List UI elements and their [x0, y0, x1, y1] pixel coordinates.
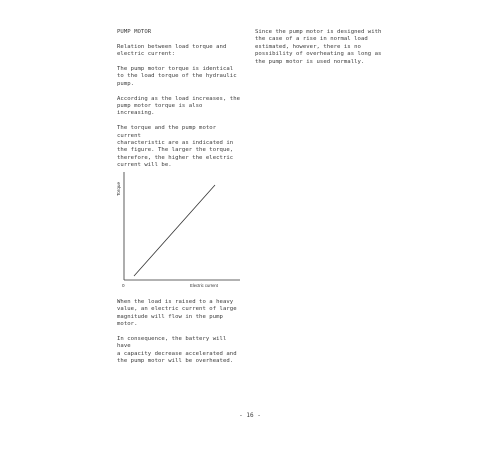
left-column-continued — [117, 299, 241, 373]
paragraph-heavy-load: When the load is raised to a heavy value, an electric current of large magnitude will flow in the pump motor. — [117, 299, 237, 328]
paragraph-characteristic: The torque and the pump motor current characteristic are as indicated in the figure. The larger the torque, therefore, the higher the electric current will be. — [117, 125, 234, 169]
origin-label: 0 — [122, 283, 125, 288]
y-axis-label: Torque — [116, 182, 121, 197]
paragraph-identical-torque: The pump motor torque is identical to the load torque of the hydraulic pump. — [117, 66, 237, 87]
paragraph-load-increase: According as the load increases, the pump motor torque is also increasing. — [117, 95, 241, 117]
left-column — [117, 29, 241, 177]
torque-current-graph — [114, 168, 244, 294]
right-column — [255, 29, 385, 73]
torque-current-figure — [114, 168, 244, 294]
section-heading: PUMP MOTOR — [117, 29, 152, 35]
paragraph-relation: Relation between load torque and electric current: — [117, 43, 227, 58]
paragraph-overheating-note: Since the pump motor is designed with the case of a rise in normal load estimated, however, there is no possibility of overheating as long as the pump motor is used normally. — [255, 29, 382, 65]
paragraph-consequence: In consequence, the battery will have a capacity decrease accelerated and the pump motor will be overheated. — [117, 336, 237, 365]
x-axis-label: Electric current — [190, 283, 218, 288]
characteristic-line — [134, 185, 215, 276]
page-number: - 16 - — [239, 412, 261, 419]
